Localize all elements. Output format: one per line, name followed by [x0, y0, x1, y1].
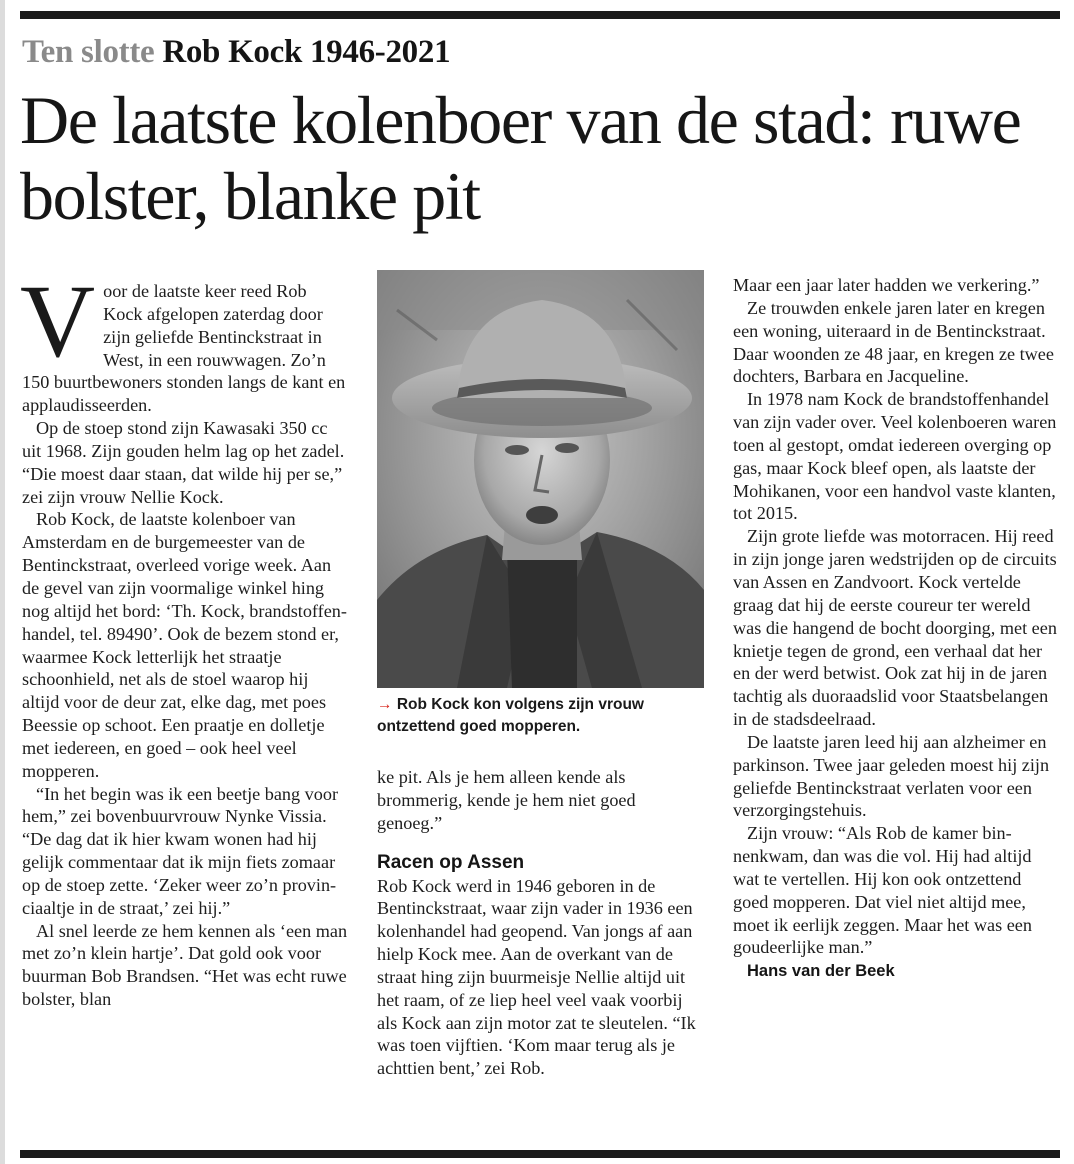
- paragraph: Rob Kock werd in 1946 geboren in de Bentinckstraat, waar zijn vader in 1936 een kolenhandel had geopend. Van jongs af aan hielp Kock mee. Aan de overkant van de straat hing zijn buurmeisje Nellie altijd uit het raam, of ze liep heel veel vaak voorbij als Kock aan zijn motor zat te sleutelen. “Ik was toen vijftien. ‘Kom maar terug als je achttien bent,’ zei Rob.: [377, 875, 696, 1079]
- paragraph: Zijn grote liefde was motorracen. Hij reed in zijn jonge jaren wedstrijden op de circuits van Assen en Zandvoort. Kock vertelde graag dat hij de eerste coureur ter wereld was die hangend de bocht doorging, met een knietje tegen de grond, een verhaal dat her en der werd betwist. Ook zat hij in de jaren tachtig als duoraadslid voor Staatsbelangen in de stadsdeelraad.: [733, 526, 1057, 730]
- headline: De laatste kolenboer van de stad: ruwe bolster, blanke pit: [20, 82, 1021, 234]
- paragraph: Maar een jaar later hadden we verkering.”: [733, 275, 1040, 295]
- lead-text: oor de laatste keer reed Rob Kock afgelopen zaterdag door zijn geliefde Bentinckstraat in West, in een rouwwagen. Zo’n 150 buurtbewoners stonden langs de kant en applaudisseerden.: [22, 281, 346, 416]
- bottom-rule: [20, 1150, 1060, 1158]
- paragraph: Zijn vrouw: “Als Rob de kamer binnenkwam, dan was die vol. Hij had altijd wat te vertellen. Hij kon ook ontzettend goed mopperen. Dat viel niet altijd mee, moet ik eerlijk zeggen. Maar het was een goudeerlijke man.”: [733, 823, 1032, 958]
- page-edge: [0, 0, 5, 1164]
- kicker-name: Rob Kock 1946-2021: [162, 34, 451, 70]
- paragraph: Ze trouwden enkele jaren later en kregen een woning, uiteraard in de Bentinckstraat. Daar woonden ze 48 jaar, en kregen ze twee dochters, Barbara en Jacqueline.: [733, 297, 1054, 387]
- paragraph: In 1978 nam Kock de brandstoffenhandel van zijn vader over. Veel kolenboeren waren toen al gestopt, omdat iedereen overging op gas, maar Kock bleef open, als laatste der Mohikanen, voor een handvol vaste klanten, tot 2015.: [733, 389, 1057, 524]
- column-2: [377, 766, 703, 1080]
- article-kicker: [22, 32, 450, 72]
- paragraph: ke pit. Als je hem alleen kende als brommerig, kende je hem niet goed genoeg.”: [377, 767, 636, 833]
- subheading: Racen op Assen: [377, 851, 525, 873]
- top-rule: [20, 11, 1060, 19]
- column-3: [733, 274, 1061, 983]
- paragraph: “In het begin was ik een beetje bang voor hem,” zei bovenbuurvrouw Nynke Vissia. “De dag dat ik hier kwam wonen had hij gelijk commentaar dat ik mijn fiets zomaar op de stoep zette. ‘Zeker weer zo’n provinciaaltje in de straat,’ zei hij.”: [22, 783, 339, 918]
- paragraph-lead: [20, 264, 348, 417]
- photo-caption: [377, 694, 707, 738]
- column-1: [20, 264, 348, 1011]
- caption-arrow-icon: →: [377, 696, 393, 713]
- byline: Hans van der Beek: [747, 962, 895, 981]
- caption-text: Rob Kock kon volgens zijn vrouw ontzettend goed mopperen.: [377, 696, 644, 735]
- portrait-photo: [377, 270, 704, 688]
- paragraph: Op de stoep stond zijn Kawasaki 350 cc uit 1968. Zijn gouden helm lag op het zadel. “Die moest daar staan, dat wilde hij per se,” zei zijn vrouw Nellie Kock.: [22, 418, 345, 507]
- portrait-illustration: [377, 270, 704, 688]
- kicker-section: Ten slotte: [22, 34, 155, 70]
- paragraph: Rob Kock, de laatste kolenboer van Amsterdam en de burgemeester van de Bentinckstraat, overleed vorige week. Aan de gevel van zijn voormalige winkel hing nog altijd het bord: ‘Th. Kock, brandstoffenhandel, tel. 89490’. Ook de bezem stond er, waarmee Kock letterlijk het straatje schoonhield, net als de stoel waarop hij altijd voor de deur zat, elke dag, met poes Beessie op schoot. Een praatje en dolletje met iedereen, en goed – ook heel veel mopperen.: [22, 509, 347, 781]
- drop-cap: V: [20, 264, 96, 379]
- paragraph: De laatste jaren leed hij aan alzheimer en parkinson. Twee jaar geleden moest hij zijn geliefde Bentinckstraat verlaten voor een verzorgingstehuis.: [733, 731, 1050, 821]
- paragraph: Al snel leerde ze hem kennen als ‘een man met zo’n klein hartje’. Dat gold ook voor buurman Bob Brandsen. “Het was echt ruwe bolster, blan: [22, 920, 348, 1010]
